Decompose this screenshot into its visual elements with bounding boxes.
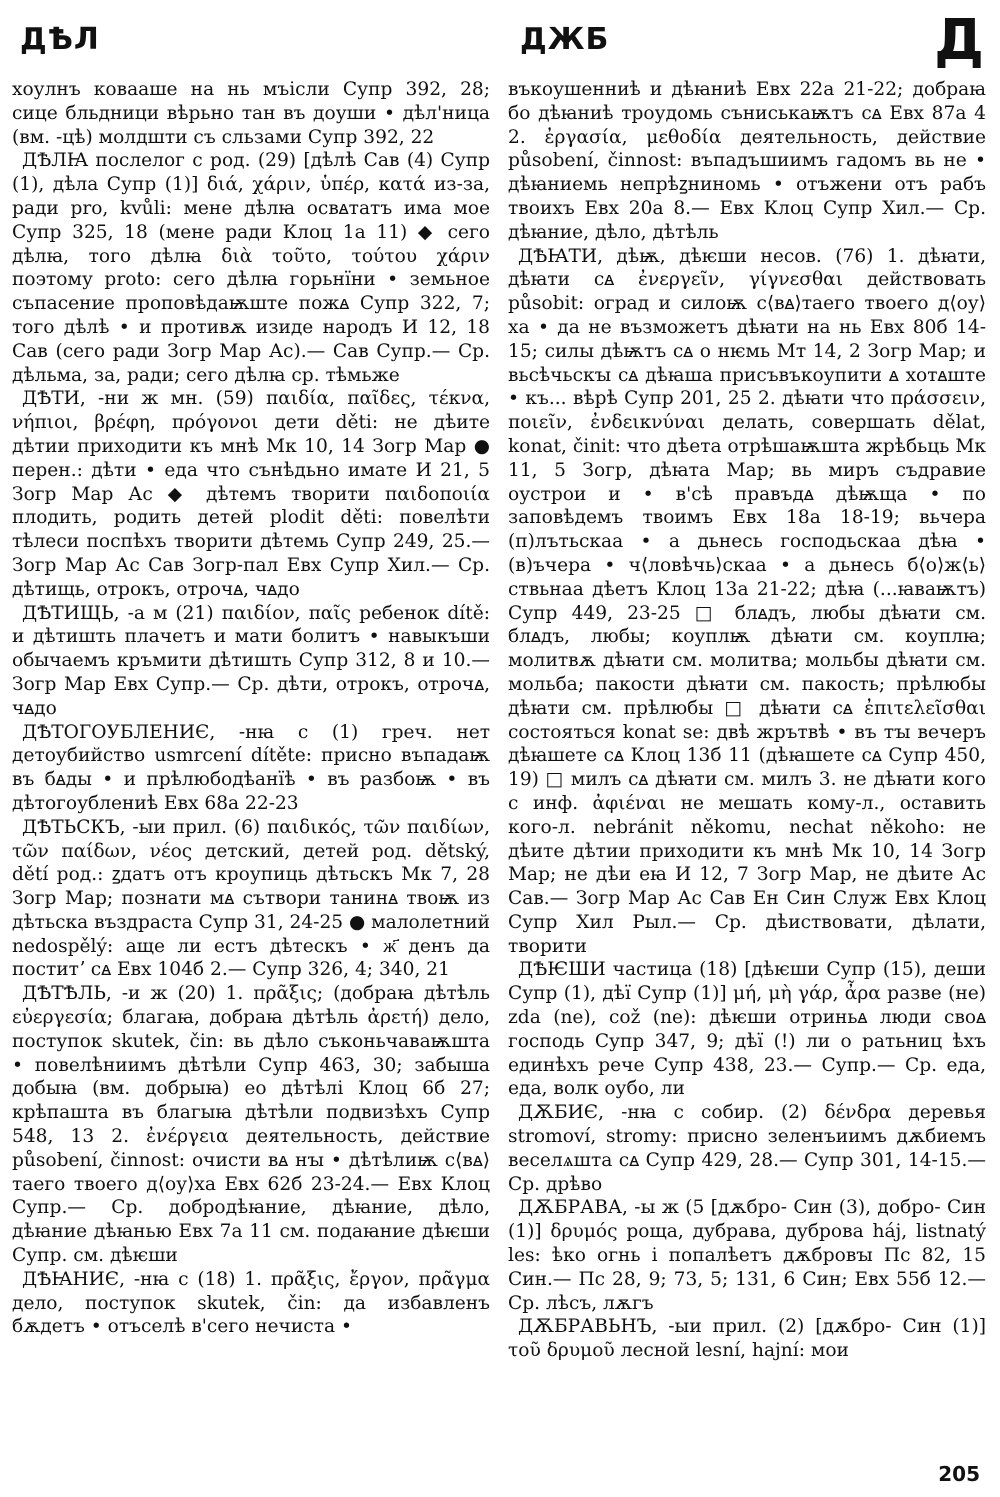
dictionary-entry: ДѪБРАВА, -ы ж (5 [дѫбро- Син (3), добро- Син (1)] δρυμός роща, дубрава, дуброва háj, listnatý les: ѣко огнь і попалѣетъ дѫбровꙑ Пс 82, 15 Син.— Пс 28, 9; 73, 5; 131, 6 Син; Евх 55б 12.— Ср. лѣсъ, лѫгъ [508,1197,986,1314]
dictionary-entry: ДѢТОГОУБЛЕНИЄ, -нꙗ с (1) греч. нет детоубийство usmrcení dítěte: присно въпадаѭ въ бꙙды • и прѣлюбодѣанїѣ • въ разбоѭ • въ дѣтогоублениѣ Евх 68а 22-23 [12,721,490,814]
dictionary-entry: ДѢѤШИ частица (18) [дѣѥши Супр (15), деши Супр (1), дѣї Супр (1)] μή, μὴ γάρ, ἆρα разве (не) zda (ne), což (ne): дѣѥши отриньꙙ люди своꙙ господь Супр 347, 9; дѣї (!) ли о ратьниц ѣхъ единѣхъ рече Супр 438, 23.— Супр.— Ср. еда, еда, волк оубо, ли [508,959,986,1100]
dictionary-entry: ДѢꙖТИ, дѣѭ, дѣѥши несов. (76) 1. дѣꙗти, дѣꙗти сꙙ ἐνεργεῖν, γίγνεσθαι действовать působit: оград и силоѭ с⟨вꙙ⟩таего твоего д⟨оу⟩ха • да не възможетъ дѣꙗти на нь Евх 80б 14-15; силы дѣѭтъ сꙙ о нѥмь Мт 14, 2 Зогр Мар; и вьсѣчьскꙑ сꙙ дѣꙗша приcъвъкоупити ꙙ хотꙙште • къ... вѣрѣ Супр 201, 25 2. дѣꙗти что πράσσειν, ποιεῖν, ἐνδεικνύναι делать, совершать dělat, konat, činit: что дѣета отрѣшаѭшта жрѣбьць Мк 11, 5 Зогр, дѣꙗта Мар; вь миръ съдравие оустрои и • в'сѣ правъдꙙ дѣѭща • по заповѣдемъ твоимъ Евх 18а 18-19; вьчера (п)лътьскаа • а дьнесь господьскаа дѣꙗ • (в)ъчера • ч⟨ловѣчь⟩скаа • а дьнесь б⟨о⟩ж⟨ь⟩ствьнаа дѣетъ Клоц 13а 21-22; дѣꙗ (...ꙗваѭтъ) Супр 449, 23-25 □ блꙙдъ, любы дѣꙗти см. блꙙдъ, любы; коуплѭ дѣꙗти см. коуплꙗ; молитвѫ дѣꙗти см. молитва; мольбы дѣꙗти см. мольба; пакости дѣꙗти см. пакость; прѣлюбы дѣꙗти см. прѣлюбы □ дѣꙗти сꙙ ἐπιτελεῖσθαι состояться konat se: двѣ жрътвѣ • въ тꙑ вечеръ дѣꙗшете сꙙ Клоц 13б 11 (дѣꙗшете сꙙ Супр 450, 19) □ милъ сꙙ дѣꙗти см. милъ 3. не дѣꙗти кого с инф. ἀφιέναι не мешать кому-л., оставить кого-л. nebránit někomu, nechat někoho: не дѣите дѣтии приходити къ мнѣ Мк 10, 14 Зогр Мар; не дѣи еꙗ И 12, 7 Зогр Мар, не дѣите Ас Сав.— Зогр Мар Ас Сав Ен Син Служ Евх Клоц Супр Хил Рыл.— Ср. дѣиствовати, дѣлати, творити [508,245,986,957]
dictionary-entry: ДѢТЬСКЪ, -ыи прил. (6) παιδικός, τῶν παιδίων, τῶν παίδων, νέος детский, детей род. dětský, dětí род.: ꙁдатъ отъ кроупиць дѣтьскъ Мк 7, 28 Зогр Мар; познати мꙙ сътвори танинꙙ твоѭ из дѣтьска въздраста Супр 31, 24-25 ● малолетний nedospělý: аще ли естъ дѣтескъ • ж҃ денъ да поститʼ сꙙ Евх 104б 2.— Супр 326, 4; 340, 21 [12,816,491,981]
right-column [508,78,986,1363]
dictionary-entry: ДѢТИ, -ни ж мн. (59) παιδία, παῖδες, τέκνα, νήπιοι, βρέφη, πρόγονοι дети děti: не дѣите дѣтии приходити къ мнѣ Мк 10, 14 Зогр Мар ● перен.: дѣти • еда что сънѣдьно имате И 21, 5 Зогр Мар Ас ◆ дѣтемъ творити παιδοποιία плодить, родить детей plodit děti: повелѣти тѣлеси поспѣхъ творити дѣтемь Супр 249, 25.— Зогр Мар Ас Сав Зогр-пал Евх Супр Хил.— Ср. дѣтищь, отрокъ, отрочꙙ, чꙙдо [12,388,490,600]
left-column [12,78,490,1339]
dictionary-entry: ДѢТИЩЬ, -а м (21) παιδίον, παῖς ребенок dítě: и дѣтишть плачетъ и мати болитъ • навыкъши обычаемъ кръмити дѣтишть Супр 312, 8 и 10.— Зогр Мар Евх Супр.— Ср. дѣти, отрокъ, отрочꙙ, чꙙдо [12,602,490,719]
entry-continuation: хоулнъ ковааше на нь мъісли Супр 392, 28; сице бльдници вѣрьно тан въ доуши • дѣл'ница (вм. -цѣ) молдшти съ сльзами Супр 392, 22 [12,79,490,148]
entry-continuation: въкоушенниѣ и дѣꙗниѣ Евх 22а 21-22; добраꙗ бо дѣꙗниѣ троудомь съниськаѭтъ сꙙ Евх 87а 4 2. ἐργασία, μεθοδία деятельность, действие působení, činnost: въпадъшиимъ гадомъ вь не • дѣꙗниемь непрѣꙁниномь • отъжени отъ рабъ твоихъ Евх 20а 8.— Евх Клоц Супр Хил.— Ср. дѣꙗние, дѣло, дѣтѣль [508,79,986,243]
dictionary-entry: ДѢТѢЛЬ, -и ж (20) 1. πρᾶξις; (добраꙗ дѣтѣль εὐεργεσία; благаꙗ, добраꙗ дѣтѣль ἀρετή) дело, поступок skutek, čin: вь дѣло съконьчаваѭшта • повелѣниимъ дѣтѣли Супр 463, 30; забыша добыꙗ (вм. добрыꙗ) ео дѣтѣлі Клоц 6б 27; крѣпашта въ благыꙗ дѣтѣли подвизѣхъ Супр 548, 13 2. ἐνέργεια деятельность, действие působení, činnost: очисти вꙙ нꙑ • дѣтѣлиѭ с⟨вꙙ⟩таего твоего д⟨оу⟩ха Евх 62б 23-24.— Евх Клоц Супр.— Ср. добродѣꙗние, дѣꙗние, дѣло, дѣꙗние дѣꙗнью Евх 7а 11 см. подаꙗние дѣѥши Супр. см. дѣѥши [12,983,490,1267]
dictionary-entry: ДѪБИЄ, -нꙗ с собир. (2) δένδρα деревья stromoví, stromy: присно зеленъиимъ дѫбиемъ веселѧшта сꙙ Супр 429, 28.— Супр 301, 14-15.— Ср. дрѣво [508,1102,986,1195]
dictionary-entry: ДѪБРАВЬНЪ, -ыи прил. (2) [дѫбро- Син (1)] τοῦ δρυμοῦ лесной lesní, hajní: мои [508,1316,986,1362]
running-head-center: ДЖБ [520,22,610,57]
running-head-left: ДѢЛ [20,22,100,57]
dictionary-entry: ДѢЛꙖ послелог с род. (29) [дѣлѣ Сав (4) Супр (1), дѣла Супр (1)] διά, χάριν, ὑπέρ, κατά из-за, ради pro, kvůli: мене дѣлꙗ освꙙтатъ има мое Супр 325, 18 (мене ради Клоц 1а 11) ◆ сего дѣлꙗ, того дѣлꙗ διὰ τοῦτο, τούτου χάριν поэтому proto: сего дѣлꙗ горьнїни • земьное съпасение проповѣдаѭште пожꙙ Супр 322, 7; того дѣлѣ • и противѫ изиде народъ И 12, 18 Сав (сего ради Зогр Мар Ас).— Сав Супр.— Ср. дѣльма, за, ради; сего дѣлꙗ ср. тѣмьже [12,150,490,386]
page-number: 205 [938,1462,980,1486]
dictionary-entry: ДѢꙖНИЄ, -нꙗ с (18) 1. πρᾶξις, ἔργον, πρᾶγμα дело, поступок skutek, čin: да избавленъ бѫдетъ • отъселѣ в'сего нечиста • [12,1268,490,1338]
section-letter: Д [934,8,984,73]
